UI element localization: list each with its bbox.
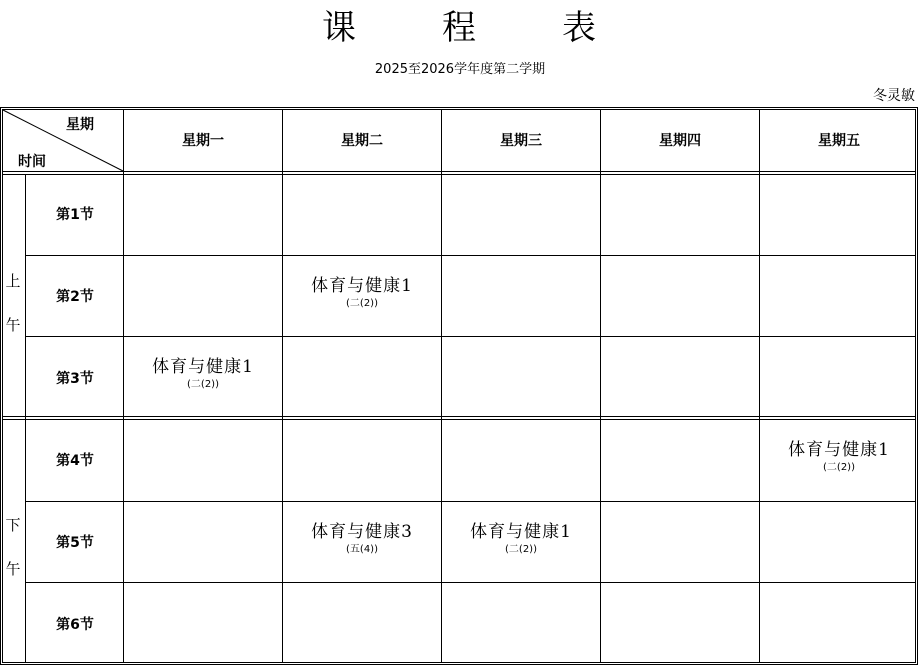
period-5: 第5节 xyxy=(56,535,94,551)
course-class: (二(2)) xyxy=(505,544,537,555)
term-subtitle: 2025至2026学年度第二学期 xyxy=(374,62,546,77)
period-2: 第2节 xyxy=(56,289,94,305)
timetable-grid xyxy=(0,107,918,665)
header-thursday: 星期四 xyxy=(659,133,701,149)
course-name: 体育与健康3 xyxy=(311,522,413,542)
header-monday: 星期一 xyxy=(182,133,224,149)
course-name: 体育与健康1 xyxy=(152,357,254,377)
session-morning-char-2: 午 xyxy=(5,316,21,334)
course-class: (二(2)) xyxy=(187,379,219,390)
course-class: (二(2)) xyxy=(823,462,855,473)
session-afternoon-char-2: 午 xyxy=(5,560,21,578)
teacher-name: 冬灵敏 xyxy=(873,88,915,104)
course-entry xyxy=(283,521,441,557)
header-wednesday: 星期三 xyxy=(500,133,542,149)
course-entry xyxy=(124,356,282,392)
course-name: 体育与健康1 xyxy=(470,522,572,542)
session-morning-char-1: 上 xyxy=(5,272,21,290)
period-1: 第1节 xyxy=(56,207,94,223)
header-tuesday: 星期二 xyxy=(341,133,383,149)
title-char-3: 表 xyxy=(562,8,598,48)
title-char-2: 程 xyxy=(442,8,478,48)
course-name: 体育与健康1 xyxy=(788,440,890,460)
page-title xyxy=(0,6,920,50)
course-entry xyxy=(283,275,441,311)
header-friday: 星期五 xyxy=(818,133,860,149)
session-afternoon-char-1: 下 xyxy=(5,516,21,534)
title-char-1: 课 xyxy=(322,8,358,48)
course-class: (二(2)) xyxy=(346,298,378,309)
course-entry xyxy=(760,439,918,475)
period-4: 第4节 xyxy=(56,453,94,469)
session-morning xyxy=(2,270,24,358)
corner-weekday-label: 星期 xyxy=(66,117,94,133)
session-afternoon xyxy=(2,514,24,602)
course-name: 体育与健康1 xyxy=(311,276,413,296)
period-3: 第3节 xyxy=(56,371,94,387)
course-entry xyxy=(442,521,600,557)
corner-time-label: 时间 xyxy=(18,154,46,170)
course-class: (五(4)) xyxy=(346,544,378,555)
period-6: 第6节 xyxy=(56,617,94,633)
